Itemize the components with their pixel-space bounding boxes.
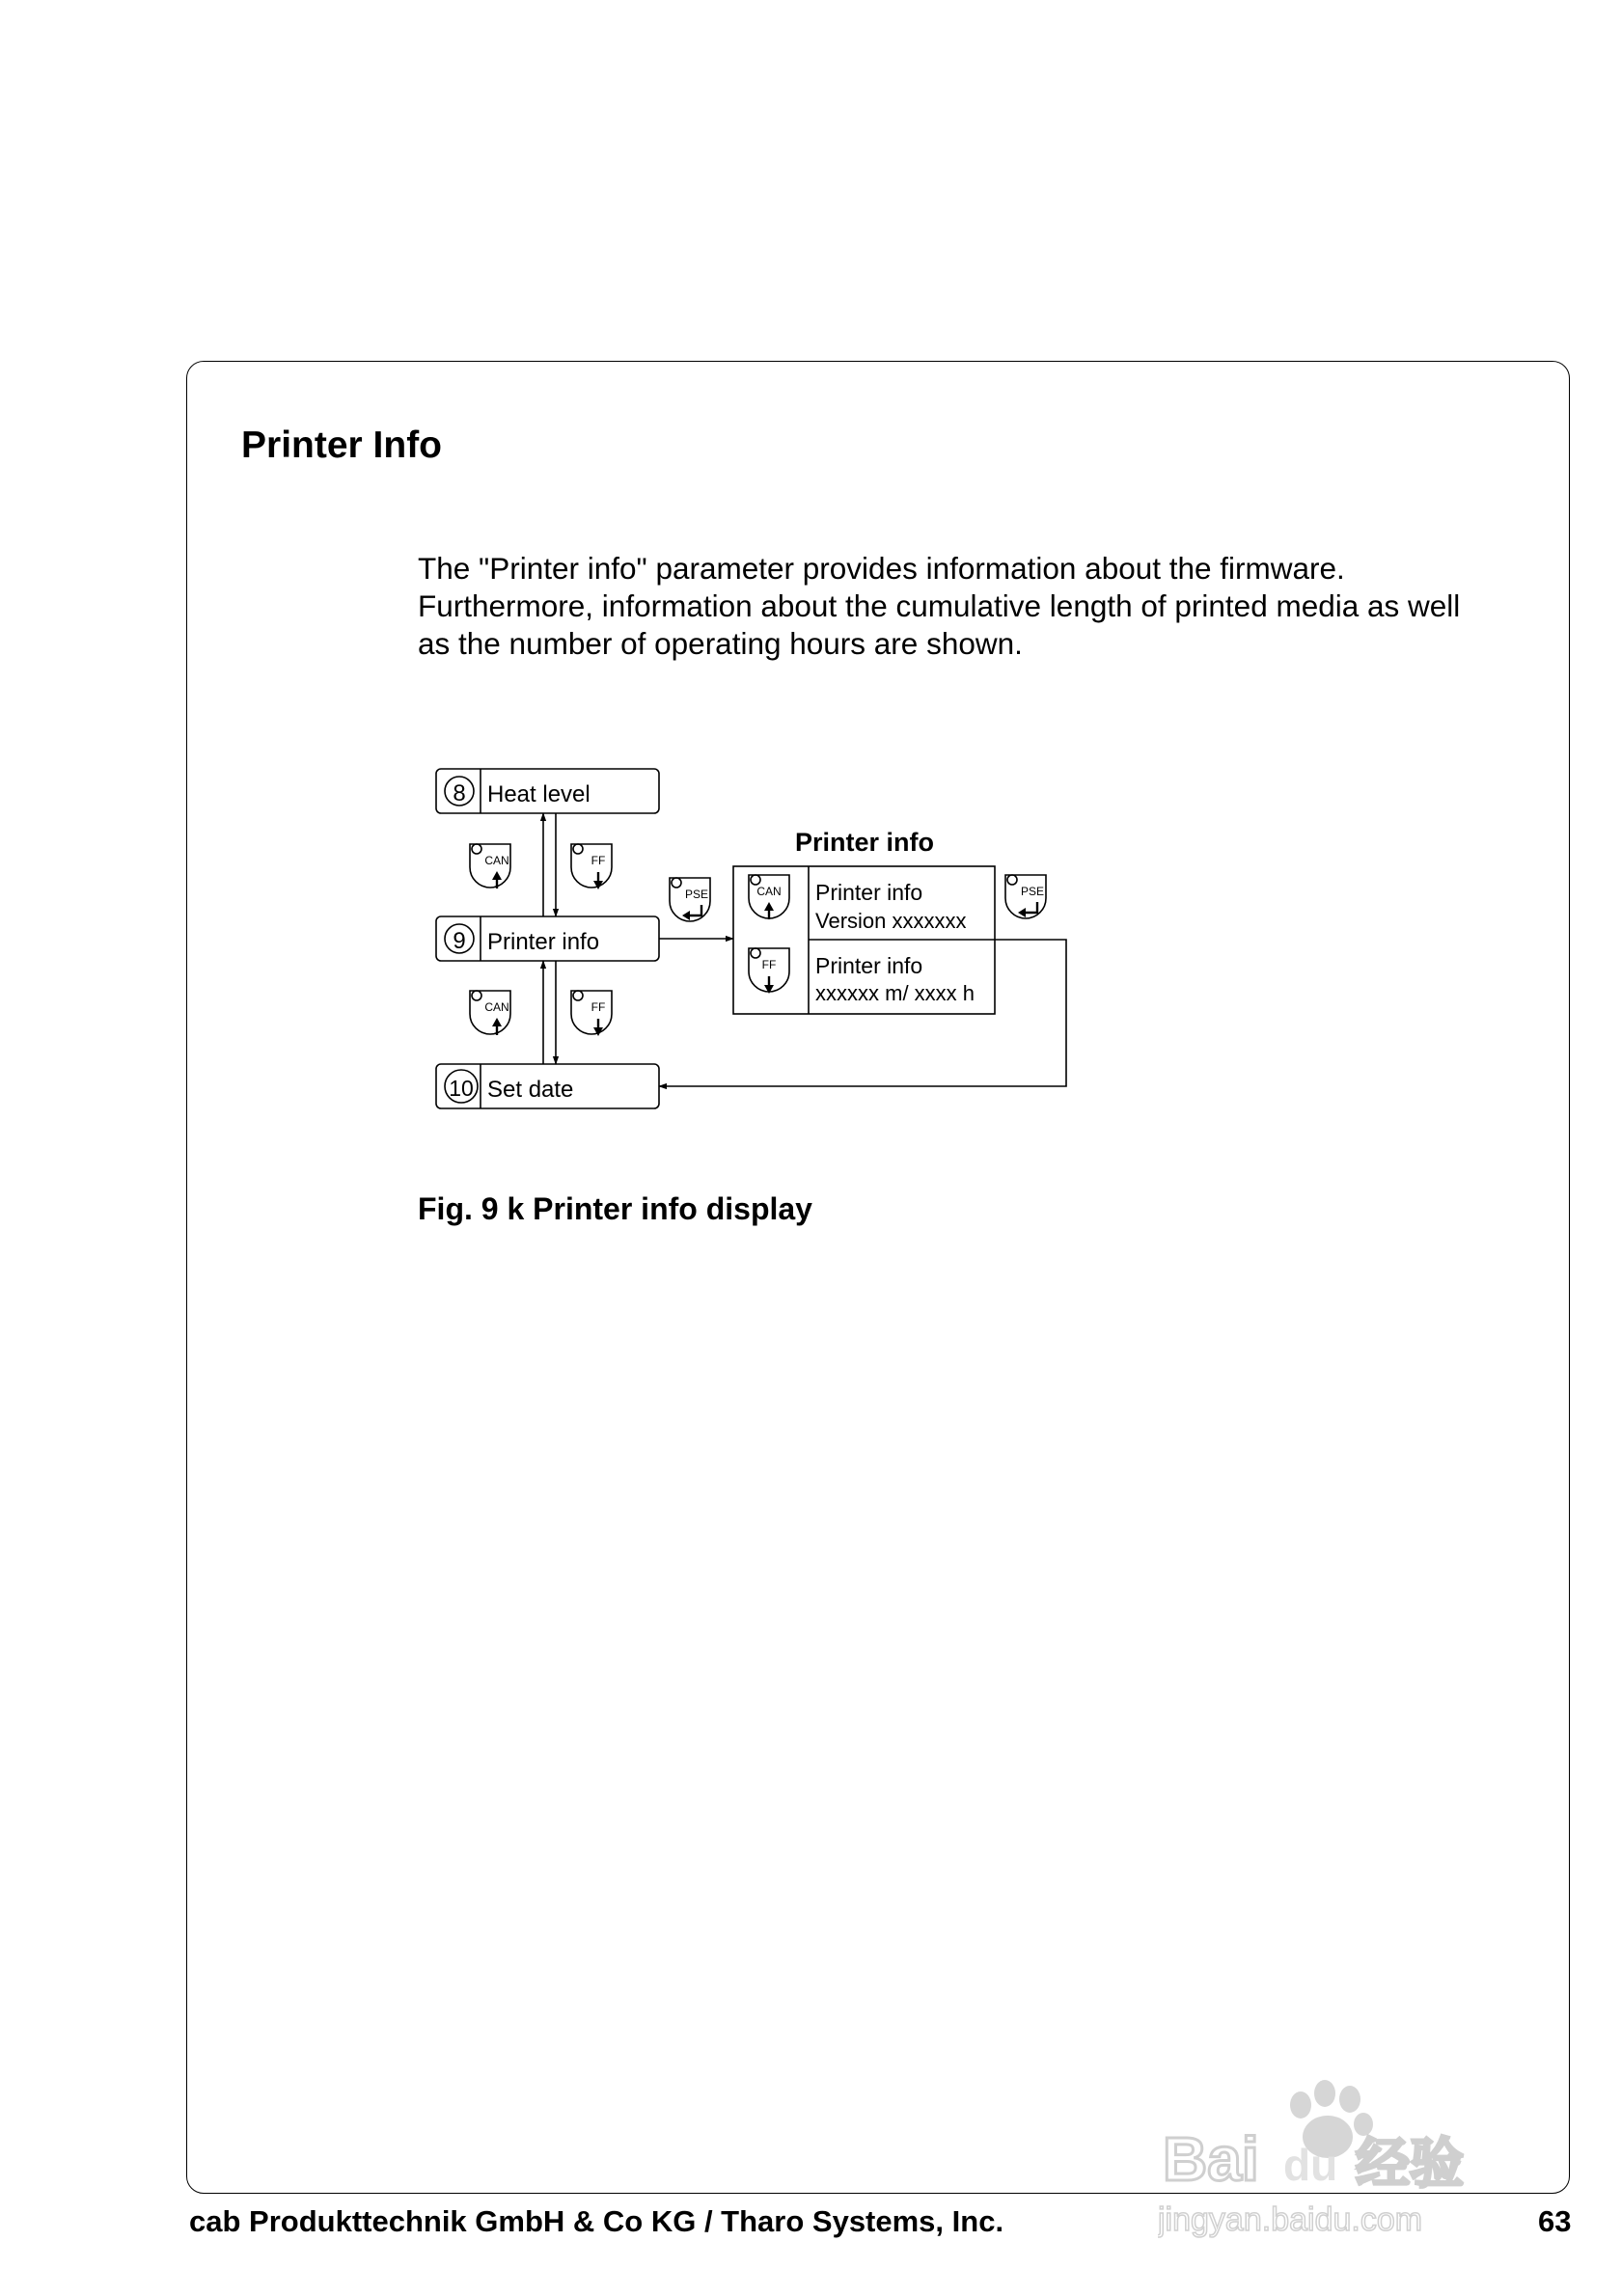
submenu-line: Version xxxxxxx <box>815 909 967 933</box>
intro-line: The "Printer info" parameter provides information about the firmware. <box>418 551 1345 586</box>
key-label: CAN <box>484 1000 509 1014</box>
svg-text:经验: 经验 <box>1356 2133 1464 2194</box>
page-number: 63 <box>1538 2204 1572 2238</box>
figure-caption: Fig. 9 k Printer info display <box>418 1191 812 1226</box>
key-label: CAN <box>484 854 509 867</box>
menu-label: Printer info <box>487 929 600 955</box>
watermark-url: jingyan.baidu.com <box>1158 2201 1423 2238</box>
section-title: Printer Info <box>241 424 443 466</box>
key-label: CAN <box>756 885 782 898</box>
key-label: FF <box>761 958 777 971</box>
menu-number: 8 <box>453 780 466 806</box>
svg-text:du: du <box>1283 2140 1338 2190</box>
key-label: FF <box>591 854 606 867</box>
intro-line: as the number of operating hours are shown. <box>418 626 1023 661</box>
submenu-title: Printer info <box>794 828 935 857</box>
baidu-watermark-logo <box>1158 2064 1544 2248</box>
key-label: PSE <box>1020 885 1045 898</box>
submenu-line: xxxxxx m/ xxxx h <box>815 981 975 1005</box>
menu-label: Set date <box>487 1077 574 1103</box>
menu-label: Heat level <box>487 781 591 807</box>
footer-company: cab Produkttechnik GmbH & Co KG / Tharo Systems, Inc. <box>189 2204 1004 2238</box>
intro-line: Furthermore, information about the cumulative length of printed media as well <box>418 588 1461 623</box>
key-label: PSE <box>684 888 709 901</box>
svg-text:Bai: Bai <box>1163 2124 1259 2194</box>
submenu-line: Printer info <box>815 880 923 905</box>
key-label: FF <box>591 1000 606 1014</box>
menu-number: 9 <box>453 928 466 954</box>
menu-number: 10 <box>449 1076 474 1101</box>
submenu-line: Printer info <box>815 953 923 978</box>
